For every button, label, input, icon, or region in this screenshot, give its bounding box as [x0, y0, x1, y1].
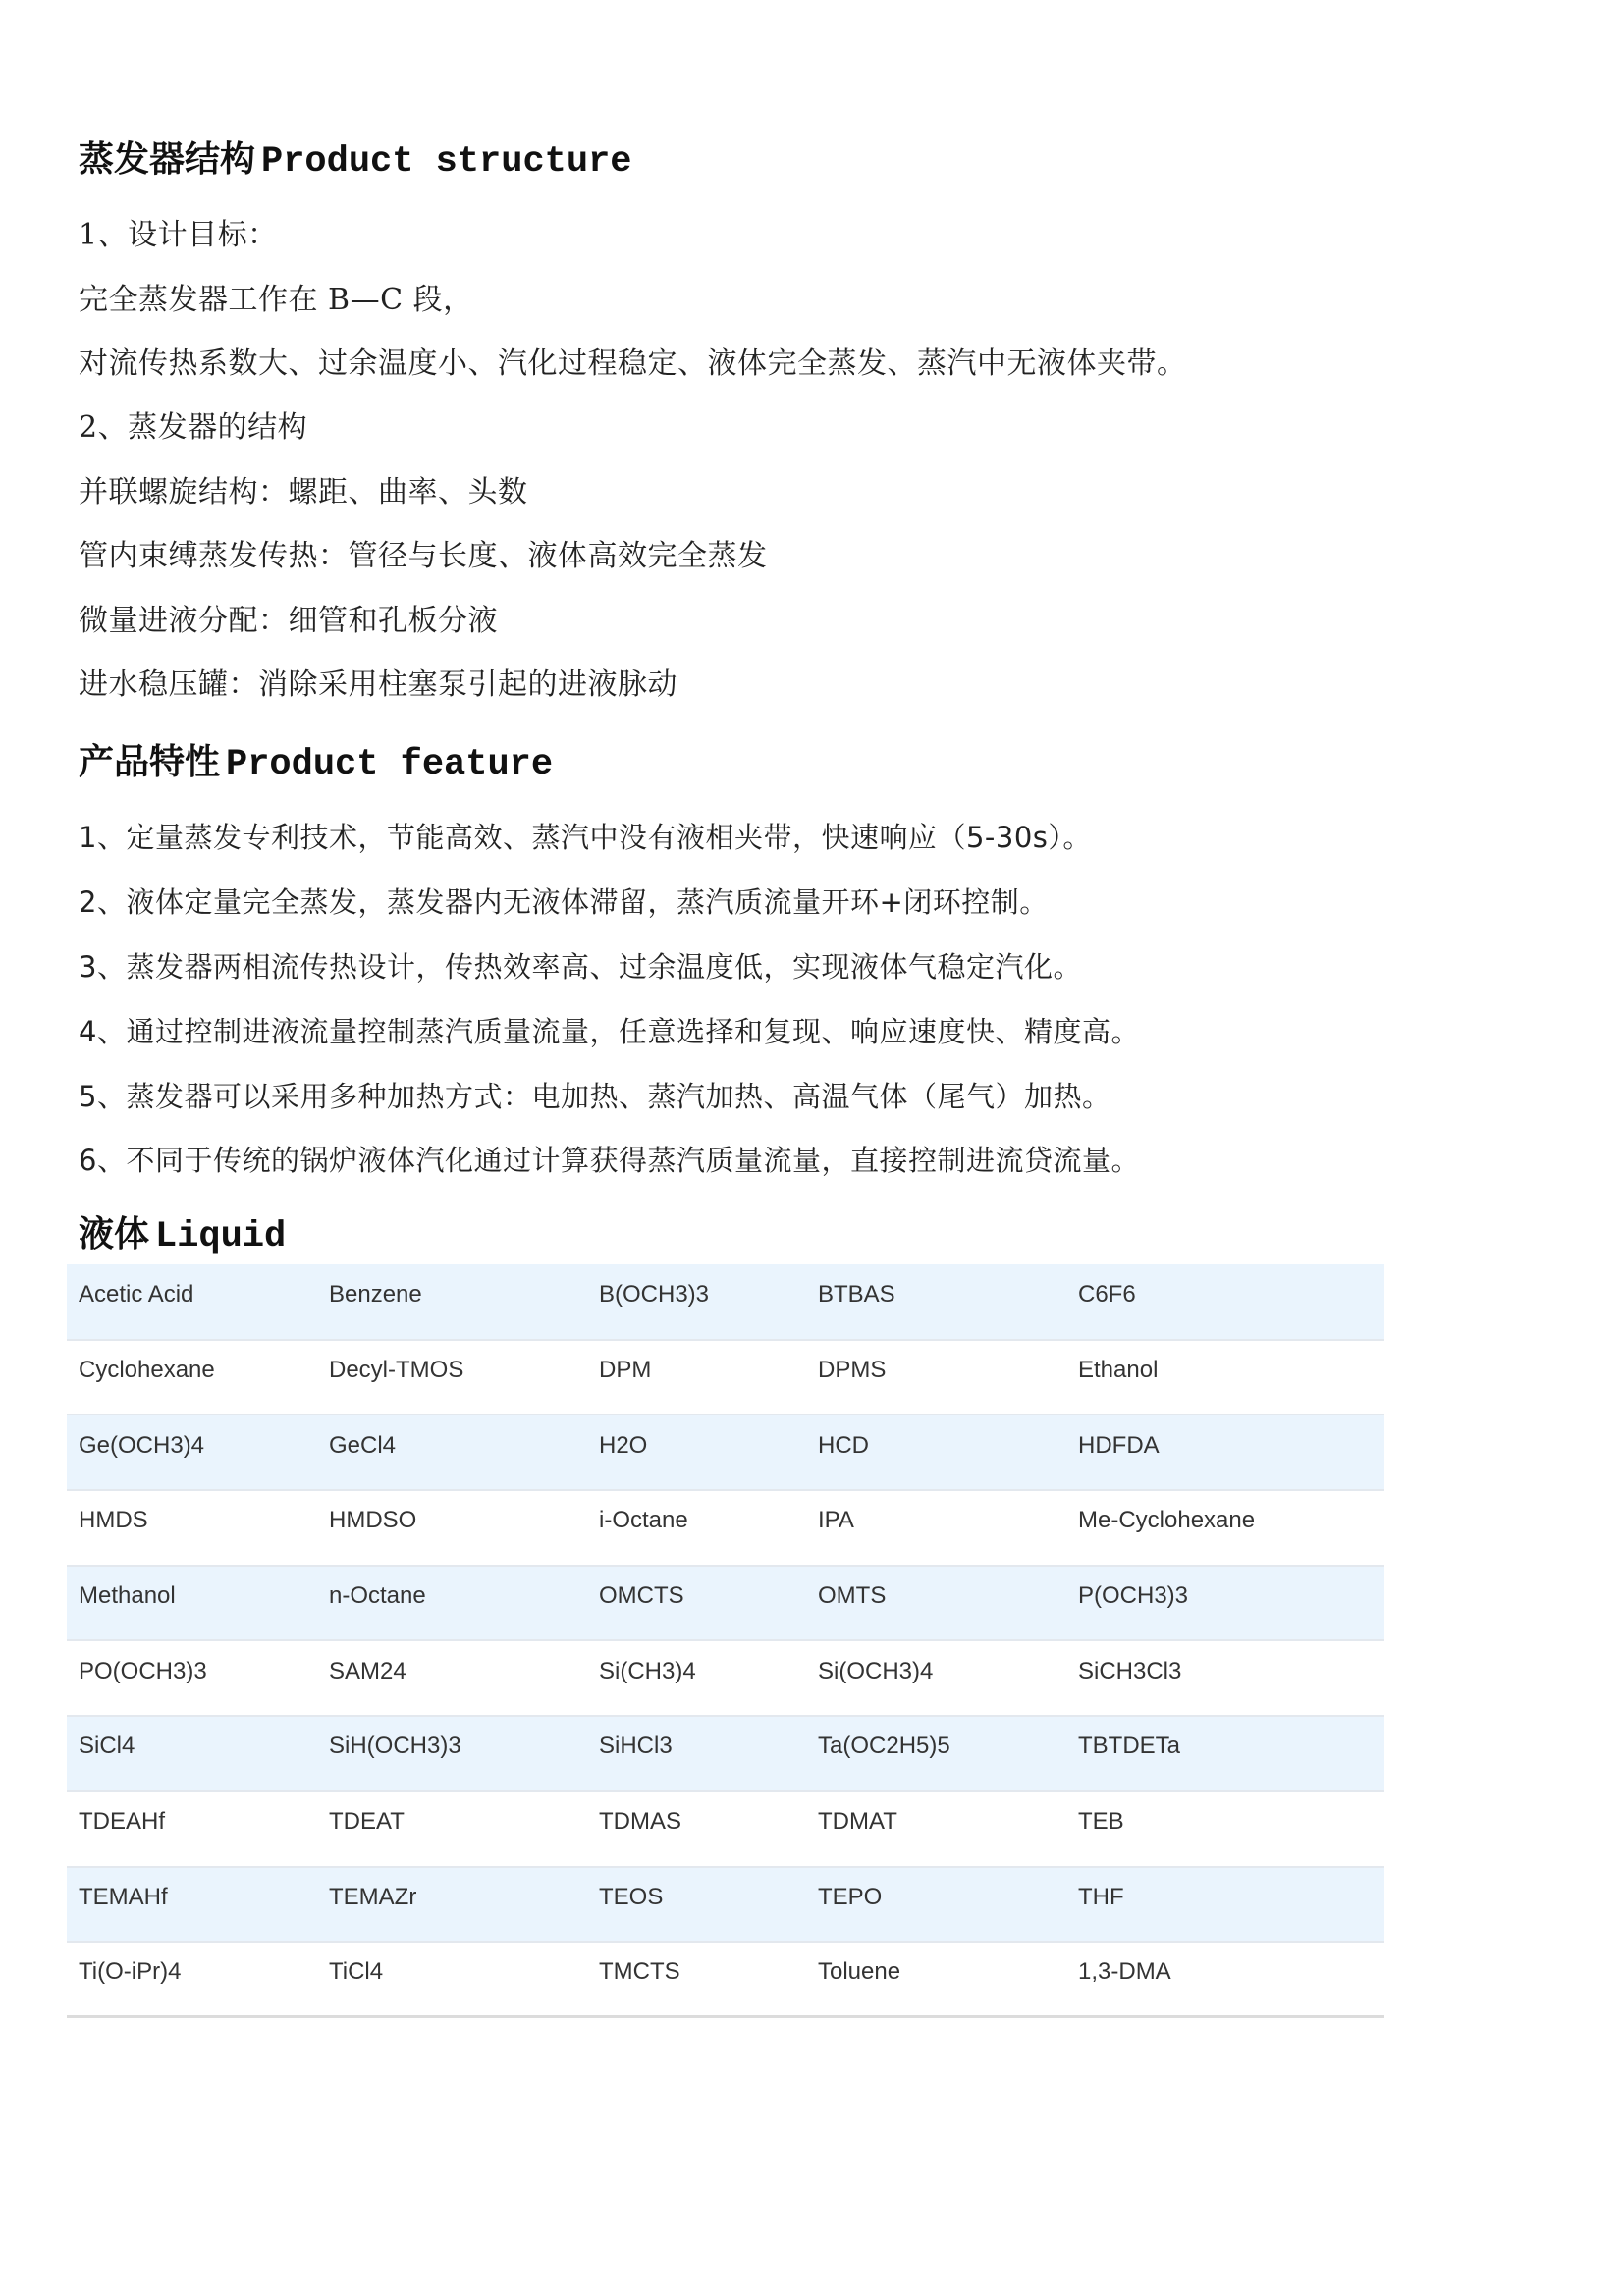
liquid-cell: H2O [587, 1415, 806, 1490]
liquid-cell: SiCl4 [67, 1716, 317, 1791]
feature-item: 2、液体定量完全蒸发，蒸发器内无液体滞留，蒸汽质流量开环+闭环控制。 [79, 885, 1049, 919]
structure-line: 微量进液分配：细管和孔板分液 [79, 604, 498, 638]
liquid-cell: TiCl4 [317, 1942, 587, 2017]
table-row [67, 1340, 1384, 1415]
liquid-cell: Si(CH3)4 [587, 1640, 806, 1716]
liquid-cell: Me-Cyclohexane [1066, 1490, 1384, 1566]
liquid-cell: 1,3-DMA [1066, 1942, 1384, 2017]
liquid-cell: GeCl4 [317, 1415, 587, 1490]
structure-line: 2、蒸发器的结构 [79, 410, 308, 445]
table-row [67, 1640, 1384, 1716]
liquid-cell: DPM [587, 1340, 806, 1415]
liquid-cell: Benzene [329, 1280, 422, 1308]
liquid-cell: TDEAT [317, 1791, 587, 1867]
table-row [67, 1264, 1384, 1340]
liquid-cell: n-Octane [317, 1566, 587, 1641]
liquid-cell: SAM24 [317, 1640, 587, 1716]
table-row [67, 1716, 1384, 1791]
liquid-cell: TDEAHf [67, 1791, 317, 1867]
liquid-cell: HDFDA [1066, 1415, 1384, 1490]
liquid-cell: B(OCH3)3 [599, 1280, 710, 1308]
table-row [67, 1942, 1384, 2017]
liquid-cell: Toluene [806, 1942, 1066, 2017]
liquid-cell: Acetic Acid [79, 1280, 194, 1308]
liquid-cell: DPMS [806, 1340, 1066, 1415]
structure-line: 管内束缚蒸发传热：管径与长度、液体高效完全蒸发 [79, 539, 768, 573]
liquid-cell: TEMAHf [67, 1867, 317, 1943]
liquid-cell: TEPO [806, 1867, 1066, 1943]
liquid-cell: TDMAT [806, 1791, 1066, 1867]
liquid-cell: PO(OCH3)3 [67, 1640, 317, 1716]
liquid-cell: THF [1066, 1867, 1384, 1943]
liquid-cell: BTBAS [818, 1280, 895, 1308]
liquid-cell: SiH(OCH3)3 [317, 1716, 587, 1791]
liquid-cell: TEMAZr [317, 1867, 587, 1943]
liquid-cell: C6F6 [1078, 1280, 1136, 1308]
table-row [67, 1867, 1384, 1943]
section-heading-liquid [79, 1213, 286, 1258]
heading-cn: 液体 [79, 1214, 150, 1255]
liquid-cell: OMCTS [587, 1566, 806, 1641]
liquid-cell: OMTS [806, 1566, 1066, 1641]
liquid-cell: TBTDETa [1066, 1716, 1384, 1791]
liquid-cell: TDMAS [587, 1791, 806, 1867]
heading-en: Product feature [226, 744, 554, 785]
heading-cn: 蒸发器结构 [79, 139, 256, 180]
feature-item: 6、不同于传统的锅炉液体汽化通过计算获得蒸汽质量流量，直接控制进流贷流量。 [79, 1144, 1140, 1177]
liquid-cell: Ti(O-iPr)4 [67, 1942, 317, 2017]
feature-item: 1、定量蒸发专利技术，节能高效、蒸汽中没有液相夹带，快速响应（5-30s）。 [79, 821, 1092, 854]
liquid-cell: Decyl-TMOS [317, 1340, 587, 1415]
structure-line: 1、设计目标： [79, 218, 278, 252]
feature-item: 3、蒸发器两相流传热设计，传热效率高、过余温度低，实现液体气稳定汽化。 [79, 950, 1082, 984]
liquid-cell: TMCTS [587, 1942, 806, 2017]
feature-item: 5、蒸发器可以采用多种加热方式：电加热、蒸汽加热、高温气体（尾气）加热。 [79, 1080, 1111, 1113]
liquid-cell: SiHCl3 [587, 1716, 806, 1791]
structure-line: 进水稳压罐：消除采用柱塞泵引起的进液脉动 [79, 667, 677, 702]
table-row [67, 1415, 1384, 1490]
table-row [67, 1791, 1384, 1867]
liquid-cell: Ta(OC2H5)5 [806, 1716, 1066, 1791]
liquid-cell: IPA [806, 1490, 1066, 1566]
liquid-table-body [67, 1264, 1384, 2017]
heading-en: Product structure [261, 141, 632, 183]
liquid-cell: SiCH3Cl3 [1066, 1640, 1384, 1716]
structure-line: 对流传热系数大、过余温度小、汽化过程稳定、液体完全蒸发、蒸汽中无液体夹带。 [79, 347, 1187, 381]
feature-item: 4、通过控制进液流量控制蒸汽质量流量，任意选择和复现、响应速度快、精度高。 [79, 1015, 1140, 1048]
structure-line: 并联螺旋结构：螺距、曲率、头数 [79, 475, 528, 509]
liquid-cell: TEB [1066, 1791, 1384, 1867]
liquid-cell: TEOS [587, 1867, 806, 1943]
structure-line: 完全蒸发器工作在 B—C 段， [79, 283, 473, 317]
liquid-cell: Si(OCH3)4 [806, 1640, 1066, 1716]
liquid-cell: i-Octane [587, 1490, 806, 1566]
liquid-cell: Cyclohexane [67, 1340, 317, 1415]
section-heading-structure [79, 138, 631, 184]
section-heading-feature [79, 741, 553, 786]
liquid-cell: P(OCH3)3 [1066, 1566, 1384, 1641]
liquid-cell: Ethanol [1066, 1340, 1384, 1415]
liquid-cell: HMDSO [317, 1490, 587, 1566]
liquid-cell: Methanol [67, 1566, 317, 1641]
liquid-cell: Ge(OCH3)4 [67, 1415, 317, 1490]
liquid-cell: HCD [806, 1415, 1066, 1490]
heading-en: Liquid [155, 1216, 287, 1257]
table-row [67, 1566, 1384, 1641]
liquid-table [67, 1264, 1384, 2018]
table-row [67, 1490, 1384, 1566]
heading-cn: 产品特性 [79, 742, 221, 782]
liquid-cell: HMDS [67, 1490, 317, 1566]
